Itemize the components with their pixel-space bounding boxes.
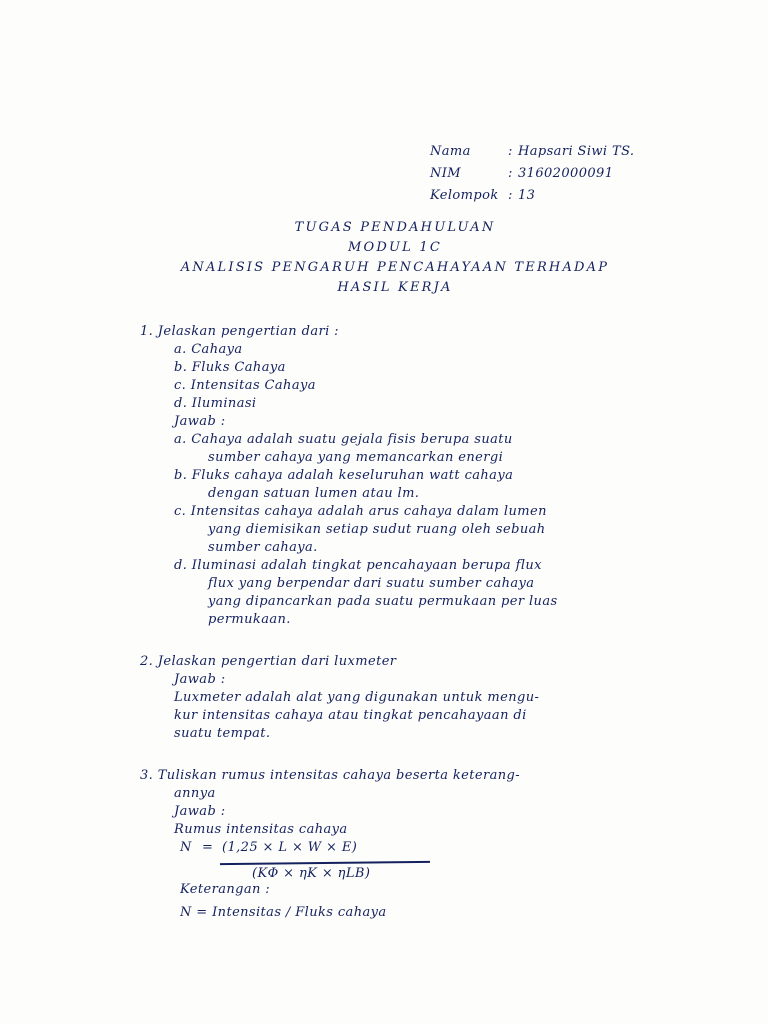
formula-equals: = bbox=[202, 840, 214, 855]
nim-sep: : bbox=[508, 165, 513, 181]
identity-nim-row bbox=[430, 162, 730, 184]
formula-lhs: N bbox=[180, 840, 192, 855]
question-3 bbox=[140, 767, 700, 839]
q1-answer-label: Jawab : bbox=[174, 414, 226, 429]
q1-opt-c: c. Intensitas Cahaya bbox=[174, 378, 316, 393]
name-value: Hapsari Siwi TS. bbox=[518, 143, 635, 159]
nim-value: 31602000091 bbox=[518, 165, 614, 181]
group-sep: : bbox=[508, 187, 513, 203]
q3-prompt-1: 3. Tuliskan rumus intensitas cahaya beserta keterang- bbox=[140, 768, 521, 783]
q3-answer-label: Jawab : bbox=[174, 804, 226, 819]
page-title bbox=[160, 218, 630, 298]
q1-ans-c-1: c. Intensitas cahaya adalah arus cahaya dalam lumen bbox=[174, 504, 547, 519]
name-sep: : bbox=[508, 143, 513, 159]
q1-prompt: 1. Jelaskan pengertian dari : bbox=[140, 324, 339, 339]
q1-ans-d-4: permukaan. bbox=[208, 612, 291, 627]
title-line-1: TUGAS PENDAHULUAN bbox=[294, 220, 496, 235]
q2-prompt: 2. Jelaskan pengertian dari luxmeter bbox=[140, 654, 397, 669]
title-line-3: ANALISIS PENGARUH PENCAHAYAAN TERHADAP bbox=[180, 260, 610, 275]
q1-ans-b-1: b. Fluks cahaya adalah keseluruhan watt cahaya bbox=[174, 468, 514, 483]
q3-formula-title: Rumus intensitas cahaya bbox=[174, 822, 348, 837]
question-1 bbox=[140, 323, 700, 629]
formula-numerator: (1,25 × L × W × E) bbox=[222, 840, 358, 855]
name-label: Nama bbox=[430, 143, 471, 159]
q1-ans-b-2: dengan satuan lumen atau lm. bbox=[208, 486, 420, 501]
q1-ans-d-2: flux yang berpendar dari suatu sumber cahaya bbox=[208, 576, 535, 591]
q1-opt-a: a. Cahaya bbox=[174, 342, 243, 357]
q2-answer-2: kur intensitas cahaya atau tingkat pencahayaan di bbox=[174, 708, 527, 723]
q2-answer-3: suatu tempat. bbox=[174, 726, 271, 741]
identity-block bbox=[430, 140, 730, 206]
identity-name-row bbox=[430, 140, 730, 162]
q2-answer-label: Jawab : bbox=[174, 672, 226, 687]
formula-top bbox=[180, 840, 420, 855]
formula-denominator: (KΦ × ηK × ηLB) bbox=[252, 866, 371, 881]
title-line-2: MODUL 1C bbox=[348, 240, 442, 255]
question-2 bbox=[140, 653, 700, 743]
title-line-4: HASIL KERJA bbox=[337, 280, 453, 295]
q1-ans-c-3: sumber cahaya. bbox=[208, 540, 318, 555]
q2-answer-1: Luxmeter adalah alat yang digunakan untuk mengu- bbox=[174, 690, 540, 705]
questions bbox=[140, 323, 700, 863]
q1-opt-b: b. Fluks Cahaya bbox=[174, 360, 286, 375]
group-label: Kelompok bbox=[430, 187, 499, 203]
identity-group-row bbox=[430, 184, 730, 206]
q1-ans-d-1: d. Iluminasi adalah tingkat pencahayaan berupa flux bbox=[174, 558, 542, 573]
q1-ans-d-3: yang dipancarkan pada suatu permukaan per luas bbox=[208, 594, 558, 609]
group-value: 13 bbox=[518, 187, 536, 203]
notes-label: Keterangan : bbox=[180, 882, 271, 897]
note-1: N = Intensitas / Fluks cahaya bbox=[180, 905, 387, 920]
q3-prompt-2: annya bbox=[174, 786, 216, 801]
intensity-formula bbox=[180, 840, 420, 881]
q1-opt-d: d. Iluminasi bbox=[174, 396, 257, 411]
q1-ans-a-2: sumber cahaya yang memancarkan energi bbox=[208, 450, 504, 465]
nim-label: NIM bbox=[430, 165, 462, 181]
q1-ans-a-1: a. Cahaya adalah suatu gejala fisis berupa suatu bbox=[174, 432, 513, 447]
q1-ans-c-2: yang diemisikan setiap sudut ruang oleh sebuah bbox=[208, 522, 546, 537]
